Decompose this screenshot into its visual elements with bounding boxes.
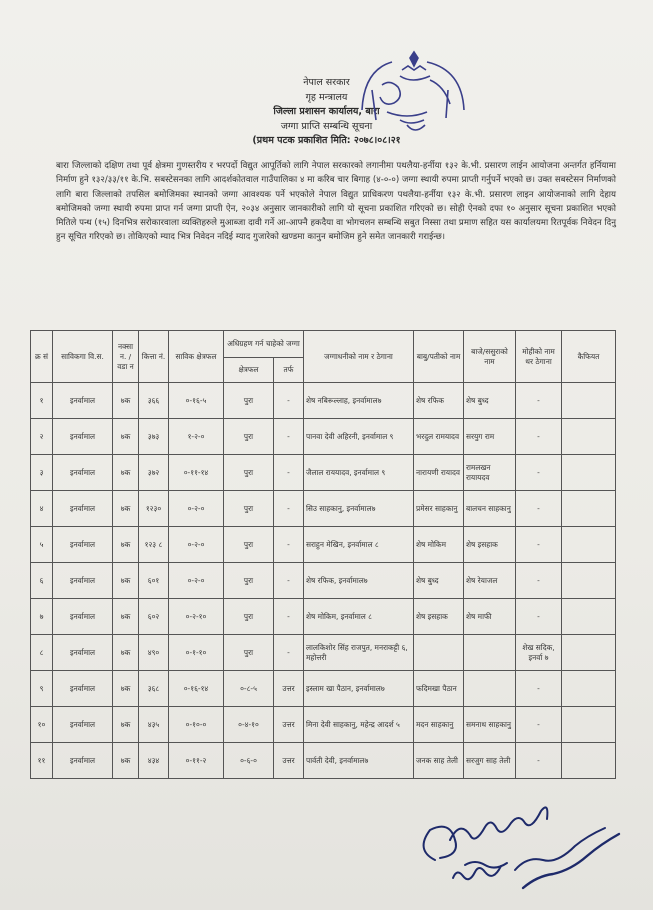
- cell-grandfather: शेष माफी: [464, 599, 516, 635]
- cell-father: शेष मोकिम: [414, 527, 464, 563]
- cell-owner: इस्लाम खा पैठान, इनर्वामाल७: [304, 671, 414, 707]
- notice-body: बारा जिल्लाको दक्षिण तथा पूर्व क्षेत्रमा गुणस्तरीय र भरपर्दो विद्युत आपूर्तिको लागि नेपाल सरकारको लगानीमा पथलैया-हर्नीया १३२ के.भी. प्रसारण लाईन आयोजना अन्तर्गत हर्नियामा निर्माण हुने १३२/३३/११ के.भि. सबस्टेसनका लागि आदर्शकोतवाल गाउँपालिका ४ मा करिब चार बिगाह (४-०-०) जग्गा स्थायी रुपमा प्राप्ती गर्नुपर्ने भएको छ। उक्त सबस्टेसन निर्माणको लागि बारा जिल्लाको तपसिल बमोजिमका स्थानको जग्गा आवश्यक पर्ने भएकोले नेपाल विद्युत प्राधिकरण पथलैया-हर्नीया १३२ के.भी. प्रसारण लाइन आयोजनाको लागि देहाय बमोजिमको जग्गा स्थायी रुपमा प्राप्त गर्न जग्गा प्राप्ती ऐन, २०३४ अनुसार जानकारीको लागि यो सूचना प्रकाशित गरिएको छ। सोही ऐनको दफा १० अनुसार सूचना प्रकाशित भएको मितिले पन्ध (१५) दिनभित्र सरोकारवाला व्यक्तिहरुले मुआब्जा दावी गर्ने आ-आफ्नै हकदैया वा भोगचलन सम्बन्धि सबुत निस्सा तथा प्रमाण सहित यस कार्यालयमा रितपूर्वक निवेदन दिनु हुन सूचित गरिएको छ। तोकिएको म्याद भित्र निवेदन नदिई म्याद गुजारेको खण्डमा कानुन बमोजिम हुने समेत जानकारी गराईन्छ।: [56, 161, 616, 243]
- cell-grandfather: समनाथ साहकानु: [464, 707, 516, 743]
- cell-owner: शेष मोकिम, इनर्वामाल ८: [304, 599, 414, 635]
- cell-tenant: -: [516, 383, 562, 419]
- table-row: [31, 383, 616, 419]
- cell-tenant: -: [516, 419, 562, 455]
- cell-tenant: -: [516, 491, 562, 527]
- cell-area: ०-२-१०: [169, 599, 224, 635]
- cell-sn: ७: [31, 599, 53, 635]
- cell-sn: १०: [31, 707, 53, 743]
- cell-remark: [562, 455, 616, 491]
- cell-kitta: ६०२: [139, 599, 169, 635]
- cell-sn: १: [31, 383, 53, 419]
- cell-side: उत्तर: [274, 671, 304, 707]
- cell-owner: शेष नबिरूल्लाह, इनर्वामाल७: [304, 383, 414, 419]
- cell-remark: [562, 383, 616, 419]
- cell-kitta: ४३४: [139, 743, 169, 779]
- cell-ward: ७क: [113, 707, 139, 743]
- cell-acq: ०-४-१०: [224, 707, 274, 743]
- cell-vdc: इनर्वामाल: [53, 383, 113, 419]
- notice-title: जग्गा प्राप्ति सम्बन्धि सूचना: [280, 120, 373, 132]
- table-row: [31, 527, 616, 563]
- table-row: [31, 455, 616, 491]
- cell-side: -: [274, 527, 304, 563]
- cell-remark: [562, 563, 616, 599]
- cell-area: ०-११-२: [169, 743, 224, 779]
- cell-vdc: इनर्वामाल: [53, 455, 113, 491]
- col-header-kitta: कित्ता नं.: [139, 331, 169, 383]
- cell-tenant: -: [516, 527, 562, 563]
- cell-side: -: [274, 491, 304, 527]
- cell-side: -: [274, 563, 304, 599]
- col-header-grandfather: बाजे/ससुराको नाम: [464, 331, 516, 383]
- cell-side: -: [274, 455, 304, 491]
- cell-grandfather: [464, 635, 516, 671]
- cell-sn: ४: [31, 491, 53, 527]
- cell-ward: ७क: [113, 563, 139, 599]
- col-header-remarks: कैफियत: [562, 331, 616, 383]
- col-header-owner: जग्गाधनीको नाम र ठेगाना: [304, 331, 414, 383]
- table-row: [31, 491, 616, 527]
- cell-tenant: -: [516, 455, 562, 491]
- cell-kitta: १२३०: [139, 491, 169, 527]
- cell-ward: ७क: [113, 491, 139, 527]
- cell-sn: ८: [31, 635, 53, 671]
- cell-side: -: [274, 383, 304, 419]
- table-row: [31, 599, 616, 635]
- cell-ward: ७क: [113, 599, 139, 635]
- col-header-area: साविक क्षेत्रफल: [169, 331, 224, 383]
- col-header-sn: क्र सं: [31, 331, 53, 383]
- cell-kitta: १२३ ८: [139, 527, 169, 563]
- cell-kitta: ३६८: [139, 671, 169, 707]
- cdo-signature-icon: [405, 800, 635, 900]
- cell-area: ०-१-१०: [169, 635, 224, 671]
- cell-area: ०-१०-०: [169, 707, 224, 743]
- cell-father: शेष रफिक: [414, 383, 464, 419]
- cell-owner: शेष रफिक, इनर्वामाल७: [304, 563, 414, 599]
- col-header-ward: नक्सा न. / वडा न: [113, 331, 139, 383]
- cell-tenant: -: [516, 599, 562, 635]
- cell-side: -: [274, 599, 304, 635]
- cell-side: उत्तर: [274, 707, 304, 743]
- cell-father: प्रमेसर साहकानु: [414, 491, 464, 527]
- cell-kitta: ४९०: [139, 635, 169, 671]
- cell-vdc: इनर्वामाल: [53, 635, 113, 671]
- cell-grandfather: [464, 671, 516, 707]
- notice-header: [0, 76, 653, 149]
- cell-area: ०-११-१४: [169, 455, 224, 491]
- cell-owner: सिउ साहकानु, इनर्वामाल७: [304, 491, 414, 527]
- cell-area: १-२-०: [169, 419, 224, 455]
- cell-father: भरदुल रामयादव: [414, 419, 464, 455]
- cell-acq: पुरा: [224, 383, 274, 419]
- cell-sn: ६: [31, 563, 53, 599]
- cell-ward: ७क: [113, 635, 139, 671]
- publish-date: (प्रथम पटक प्रकाशित मिति: २०७८।०८।२१: [252, 135, 401, 146]
- cell-ward: ७क: [113, 743, 139, 779]
- cell-ward: ७क: [113, 383, 139, 419]
- cell-father: नारायणी रायादव: [414, 455, 464, 491]
- col-header-acq-area: क्षेत्रफल: [224, 358, 274, 383]
- cell-sn: ३: [31, 455, 53, 491]
- cell-father: [414, 635, 464, 671]
- cell-vdc: इनर्वामाल: [53, 563, 113, 599]
- cell-vdc: इनर्वामाल: [53, 599, 113, 635]
- cell-grandfather: बालचन साहकानु: [464, 491, 516, 527]
- cell-area: ०-२-०: [169, 527, 224, 563]
- cell-tenant: -: [516, 707, 562, 743]
- cell-remark: [562, 671, 616, 707]
- cell-side: उत्तर: [274, 743, 304, 779]
- cell-father: फदिमखा पैठान: [414, 671, 464, 707]
- cell-acq: ०-६-०: [224, 743, 274, 779]
- cell-remark: [562, 491, 616, 527]
- cell-ward: ७क: [113, 671, 139, 707]
- cell-grandfather: सरयुग राम: [464, 419, 516, 455]
- cell-ward: ७क: [113, 527, 139, 563]
- cell-acq: पुरा: [224, 455, 274, 491]
- table-row: [31, 635, 616, 671]
- cell-vdc: इनर्वामाल: [53, 491, 113, 527]
- cell-ward: ७क: [113, 455, 139, 491]
- land-parcel-table: [30, 330, 616, 779]
- cell-tenant: शेख सदिक, इनर्वा ७: [516, 635, 562, 671]
- cell-sn: ९: [31, 671, 53, 707]
- cell-owner: जैलाल राययादव, इनर्वामाल ९: [304, 455, 414, 491]
- table-row: [31, 743, 616, 779]
- col-header-acq-side: तर्फ: [274, 358, 304, 383]
- cell-father: शेष बुध्द: [414, 563, 464, 599]
- col-header-vdc: साविकगा वि.स.: [53, 331, 113, 383]
- cell-acq: पुरा: [224, 599, 274, 635]
- cell-grandfather: रामलखन रायायदव: [464, 455, 516, 491]
- cell-remark: [562, 599, 616, 635]
- cell-acq: पुरा: [224, 635, 274, 671]
- cell-tenant: -: [516, 743, 562, 779]
- cell-vdc: इनर्वामाल: [53, 527, 113, 563]
- table-body: [31, 383, 616, 779]
- col-header-father: बाबु/पतीको नाम: [414, 331, 464, 383]
- col-header-acquisition: अधिग्रहण गर्न चाहेको जग्गा: [224, 331, 304, 358]
- cell-sn: ११: [31, 743, 53, 779]
- office-name: जिल्ला प्रशासन कार्यालय, बारा: [273, 106, 380, 117]
- cell-area: ०-१६-१४: [169, 671, 224, 707]
- cell-kitta: ४३५: [139, 707, 169, 743]
- cell-side: -: [274, 419, 304, 455]
- cell-grandfather: सरजुग साह तेली: [464, 743, 516, 779]
- cell-grandfather: शेष बुध्द: [464, 383, 516, 419]
- cell-acq: पुरा: [224, 419, 274, 455]
- cell-area: ०-२-०: [169, 491, 224, 527]
- cell-acq: पुरा: [224, 527, 274, 563]
- cell-vdc: इनर्वामाल: [53, 743, 113, 779]
- table-row: [31, 707, 616, 743]
- cell-owner: सराहुन मेखिन, इनर्वामाल ८: [304, 527, 414, 563]
- cell-acq: पुरा: [224, 491, 274, 527]
- cell-owner: पानवा देवी अहिरनी, इनर्वामाल ९: [304, 419, 414, 455]
- cell-owner: पार्वती देवी, इनर्वामाल७: [304, 743, 414, 779]
- table-row: [31, 671, 616, 707]
- cell-side: -: [274, 635, 304, 671]
- government-name: नेपाल सरकार: [303, 77, 350, 88]
- table-row: [31, 419, 616, 455]
- cell-father: शेष इसहाक: [414, 599, 464, 635]
- ministry-name: गृह मन्त्रालय: [305, 91, 348, 103]
- cell-kitta: ३६६: [139, 383, 169, 419]
- col-header-tenant: मोहीको नाम थर ठेगाना: [516, 331, 562, 383]
- district-office-seal-icon: [352, 50, 472, 150]
- cell-area: ०-१६-५: [169, 383, 224, 419]
- cell-remark: [562, 635, 616, 671]
- cell-kitta: ३७३: [139, 419, 169, 455]
- cell-grandfather: शेष इसहाक: [464, 527, 516, 563]
- cell-vdc: इनर्वामाल: [53, 419, 113, 455]
- cell-grandfather: शेष रेयाजल: [464, 563, 516, 599]
- cell-area: ०-२-०: [169, 563, 224, 599]
- cell-father: मदन साहकानु: [414, 707, 464, 743]
- cell-tenant: -: [516, 563, 562, 599]
- cell-tenant: -: [516, 671, 562, 707]
- cell-owner: लालकिशोर सिंह राजपुत, मनराकट्टी ६, महोत्तरी: [304, 635, 414, 671]
- cell-sn: ५: [31, 527, 53, 563]
- cell-remark: [562, 707, 616, 743]
- cell-vdc: इनर्वामाल: [53, 707, 113, 743]
- cell-acq: पुरा: [224, 563, 274, 599]
- cell-father: जनक साह तेली: [414, 743, 464, 779]
- cell-ward: ७क: [113, 419, 139, 455]
- cell-kitta: ६०१: [139, 563, 169, 599]
- cell-sn: २: [31, 419, 53, 455]
- cell-remark: [562, 419, 616, 455]
- cell-remark: [562, 527, 616, 563]
- cell-remark: [562, 743, 616, 779]
- cell-vdc: इनर्वामाल: [53, 671, 113, 707]
- table-row: [31, 563, 616, 599]
- cell-owner: मिना देवी साहकानु, महेन्द्र आदर्श ५: [304, 707, 414, 743]
- cell-kitta: ३७२: [139, 455, 169, 491]
- cell-acq: ०-८-५: [224, 671, 274, 707]
